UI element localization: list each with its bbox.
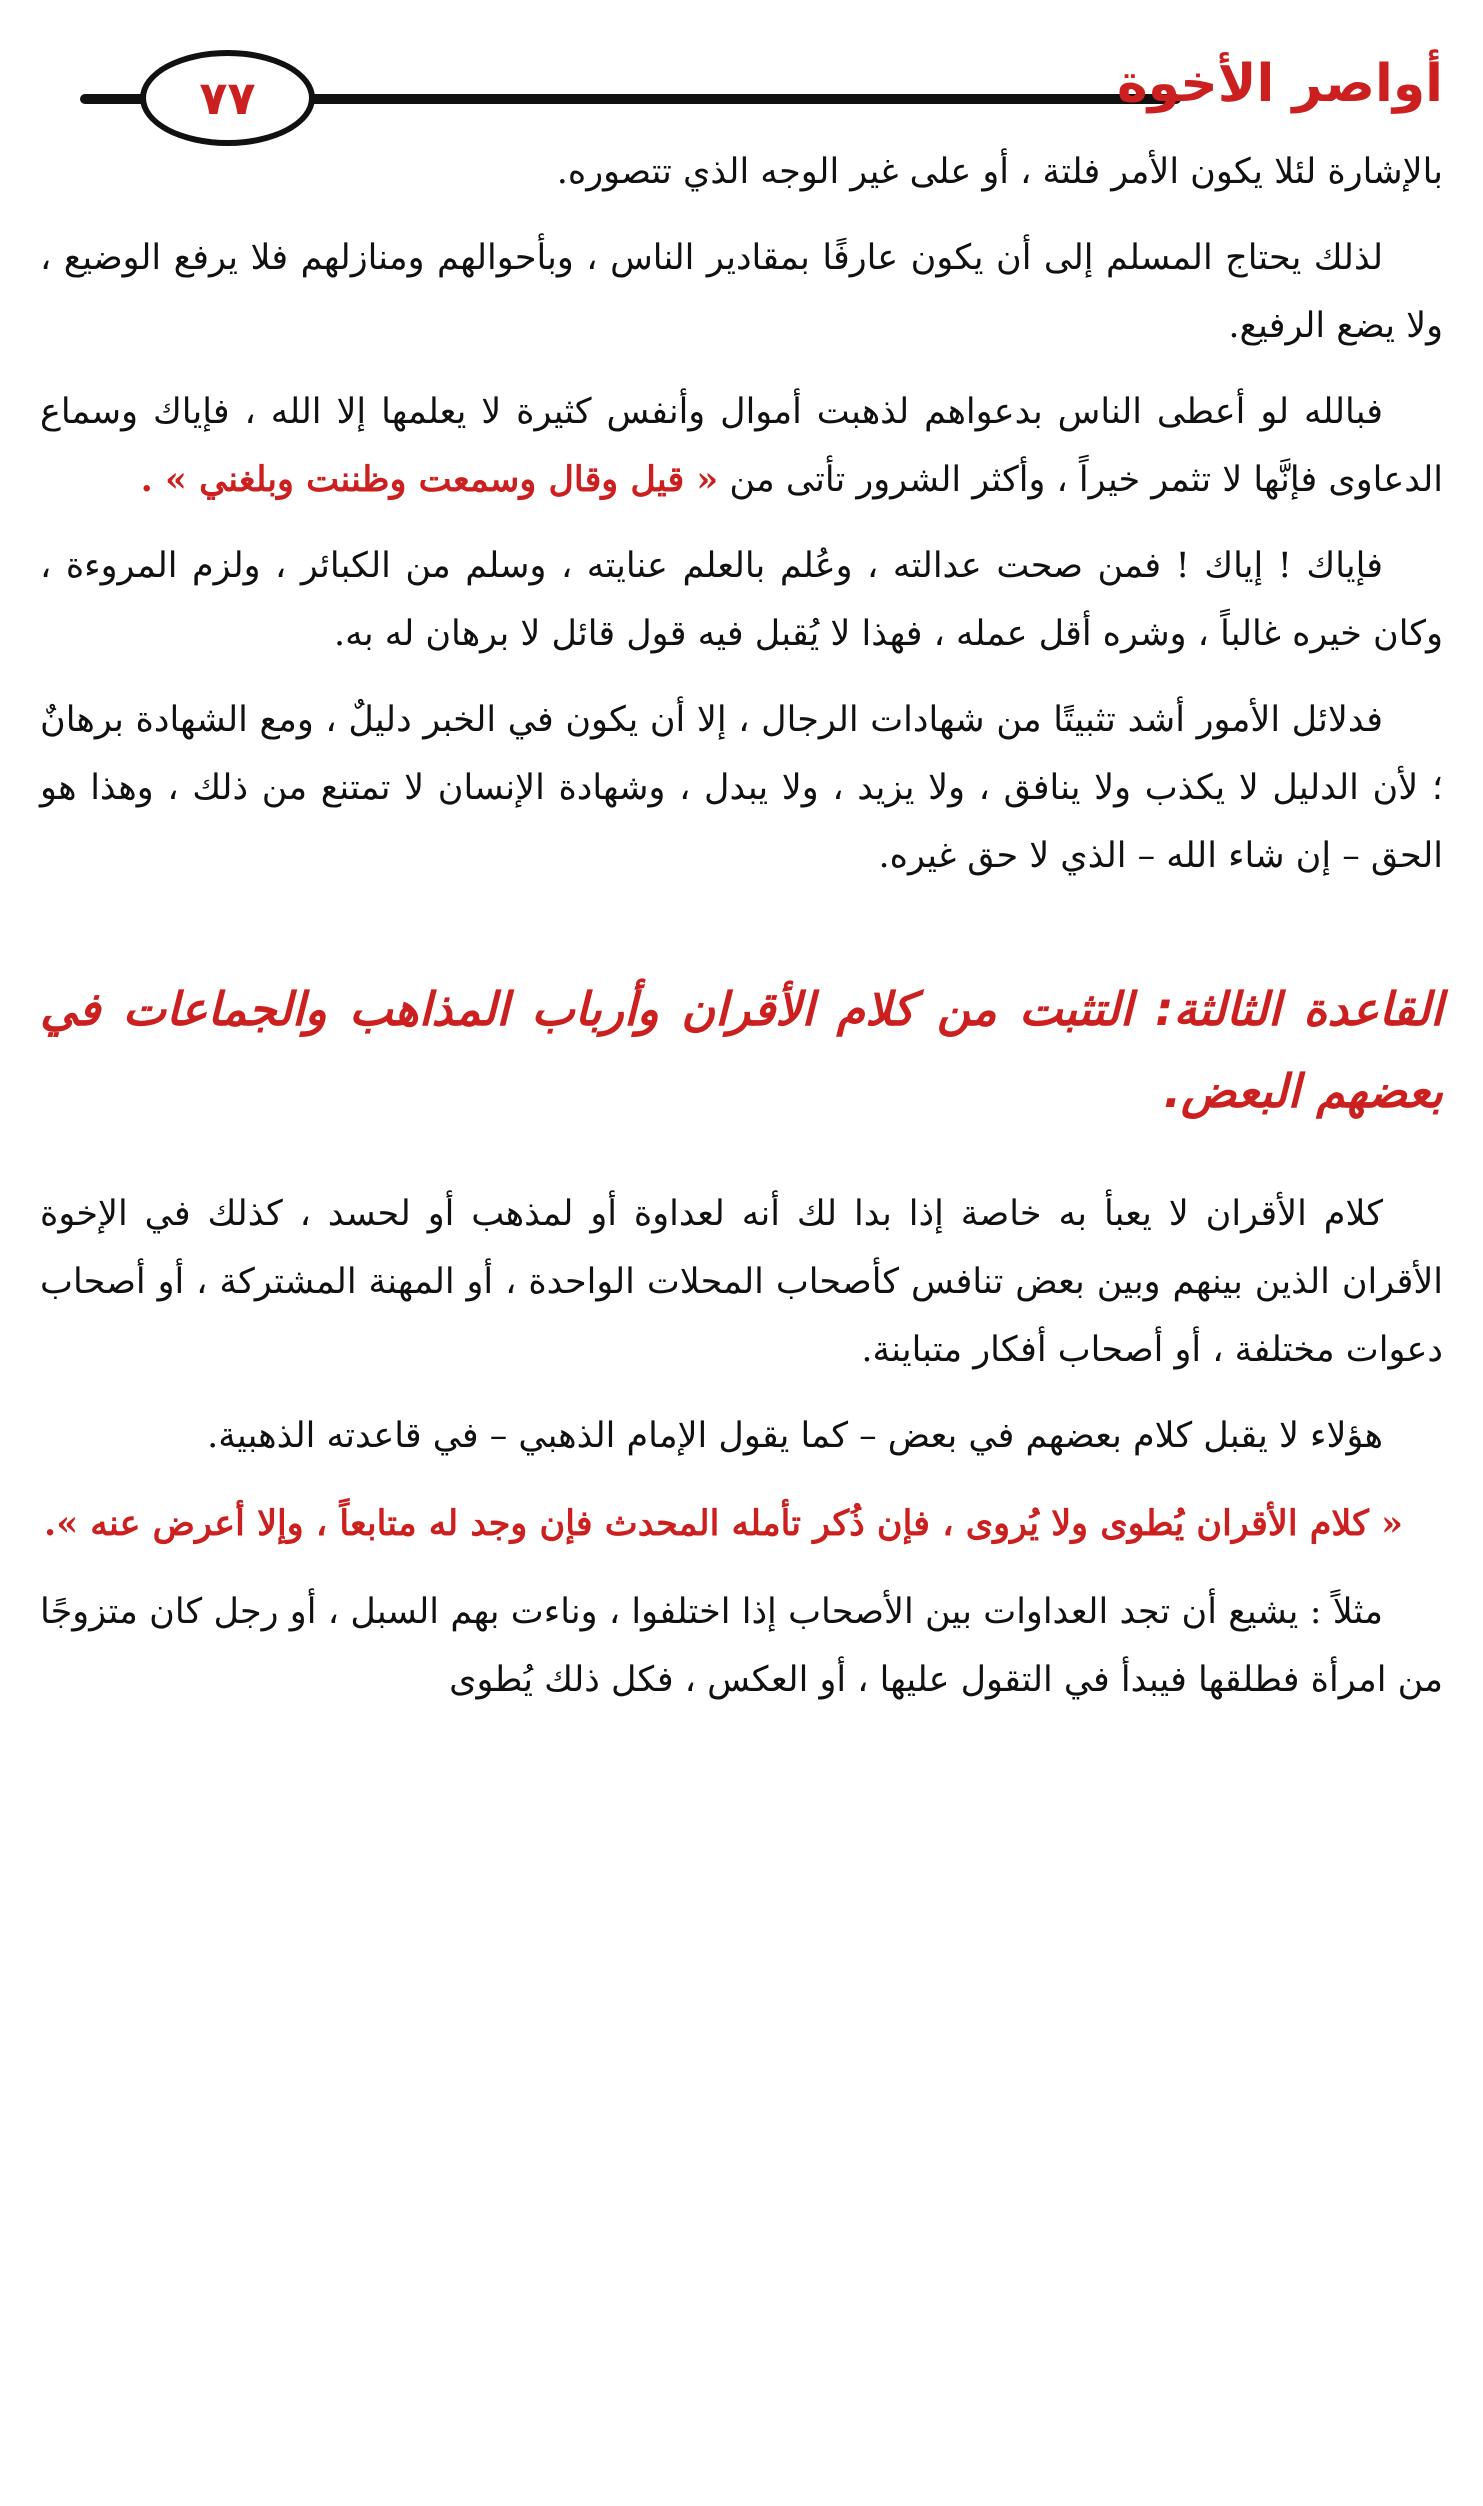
section-heading: القاعدة الثالثة: التثبت من كلام الأقران وأرباب المذاهب والجماعات في بعضهم البعض.: [40, 982, 1443, 1118]
page-number: ٧٧: [199, 71, 256, 125]
book-title: أواصر الأخوة: [1117, 54, 1443, 114]
paragraph-1: بالإشارة لئلا يكون الأمر فلتة ، أو على غير الوجه الذي تتصوره.: [556, 152, 1443, 192]
page-content: [40, 138, 1443, 1714]
quoted-rule: « كلام الأقران يُطوى ولا يُروى ، فإن ذُكر تأمله المحدث فإن وجد له متابعاً ، وإلا أعرض عنه ».: [44, 1503, 1403, 1544]
page-header: [40, 28, 1443, 138]
paragraph-7: هؤلاء لا يقبل كلام بعضهم في بعض – كما يقول الإمام الذهبي – في قاعدته الذهبية.: [207, 1416, 1383, 1456]
paragraph-4: فإياك ! إياك ! فمن صحت عدالته ، وعُلم بالعلم عنايته ، وسلم من الكبائر ، ولزم المروءة ، وكان خيره غالباً ، وشره أقل عمله ، فهذا لا يُقبل فيه قول قائل لا برهان له به.: [40, 546, 1443, 654]
highlighted-phrase: « قيل وقال وسمعت وظننت وبلغني » .: [140, 459, 719, 500]
paragraph-8: مثلاً : يشيع أن تجد العداوات بين الأصحاب إذا اختلفوا ، وناءت بهم السبل ، أو رجل كان متزوجًا من امرأة فطلقها فيبدأ في التقول عليها ، أو العكس ، فكل ذلك يُطوى: [40, 1592, 1443, 1700]
paragraph-2: لذلك يحتاج المسلم إلى أن يكون عارفًا بمقادير الناس ، وبأحوالهم ومنازلهم فلا يرفع الوضيع ، ولا يضع الرفيع.: [40, 238, 1443, 346]
paragraph-3-text: فبالله لو أعطى الناس بدعواهم لذهبت أموال وأنفس كثيرة لا يعلمها إلا الله ، فإياك وسماع الدعاوى فإنَّها لا تثمر خيراً ، وأكثر الشرور تأتى من: [40, 392, 1443, 500]
page-number-badge: [140, 50, 315, 146]
paragraph-3: [40, 378, 1443, 514]
paragraph-6: كلام الأقران لا يعبأ به خاصة إذا بدا لك أنه لعداوة أو لمذهب أو لحسد ، كذلك في الإخوة الأقران الذين بينهم وبين بعض تنافس كأصحاب المحلات الواحدة ، أو المهنة المشتركة ، أو أصحاب دعوات مختلفة ، أو أصحاب أفكار متباينة.: [40, 1194, 1443, 1370]
paragraph-5: فدلائل الأمور أشد تثبيتًا من شهادات الرجال ، إلا أن يكون في الخبر دليلٌ ، ومع الشهادة برهانٌ ؛ لأن الدليل لا يكذب ولا ينافق ، ولا يزيد ، ولا يبدل ، وشهادة الإنسان لا تمتنع من ذلك ، وهذا هو الحق – إن شاء الله – الذي لا حق غيره.: [40, 700, 1443, 876]
